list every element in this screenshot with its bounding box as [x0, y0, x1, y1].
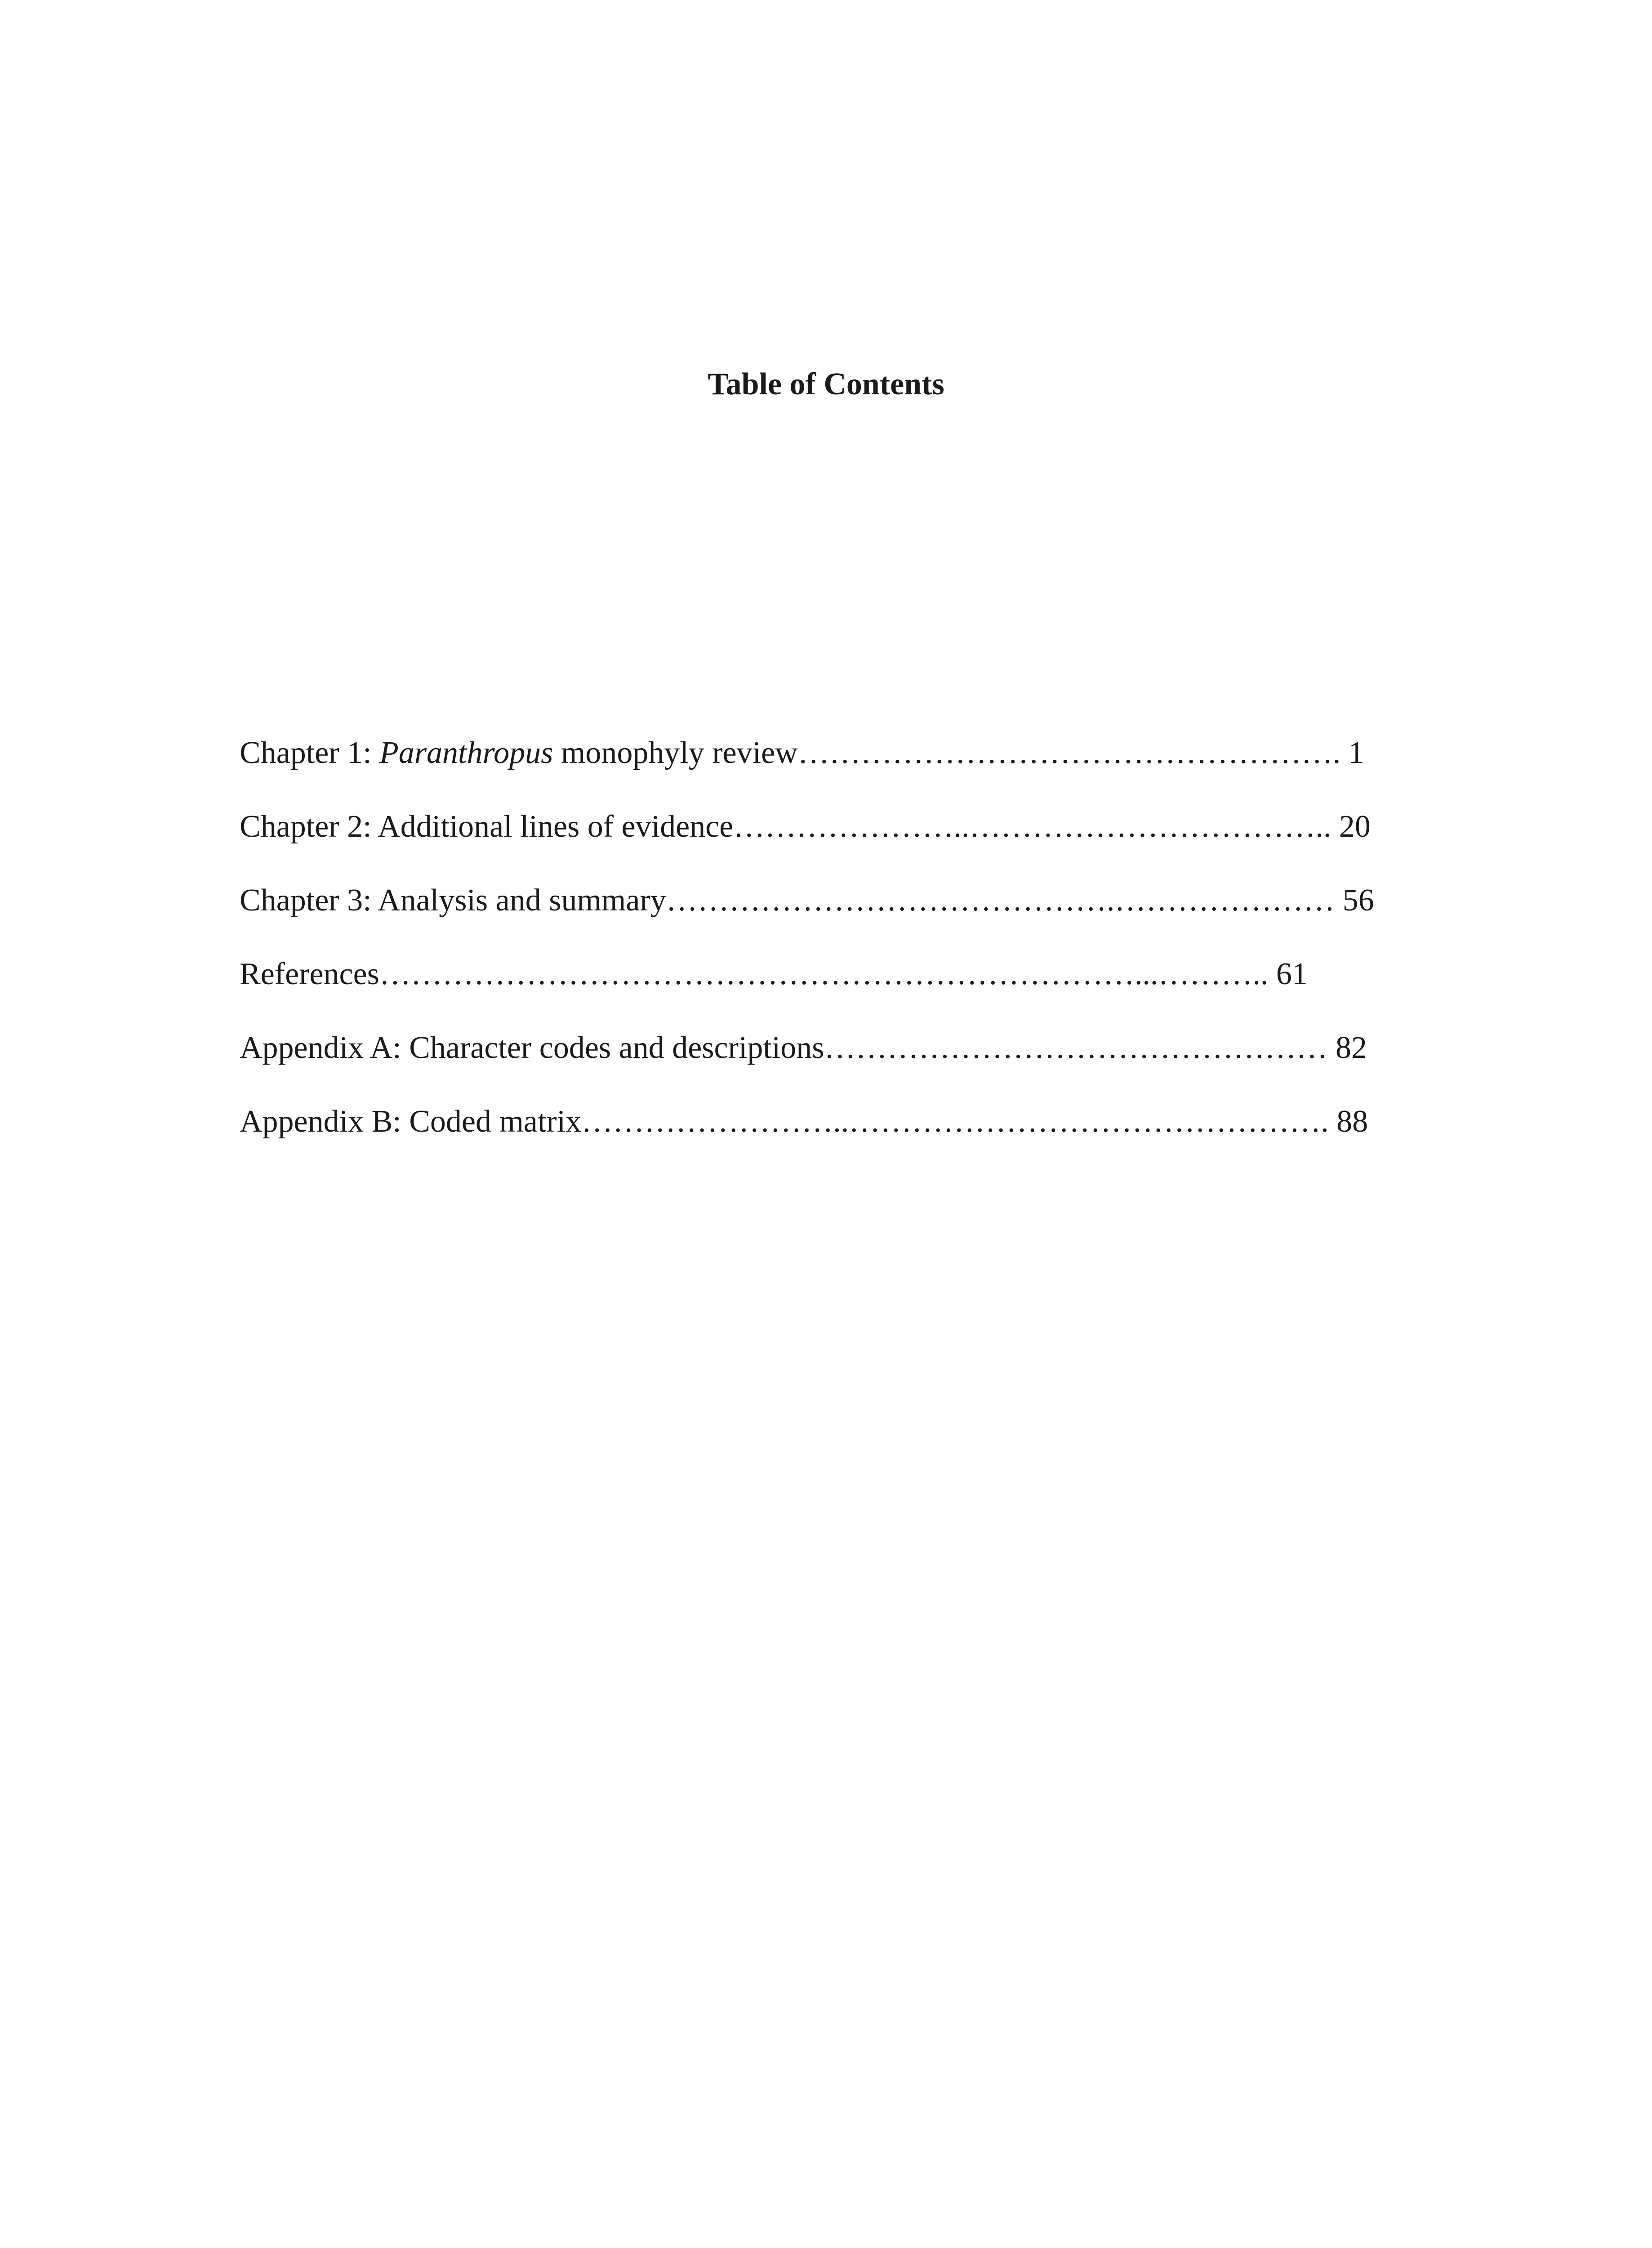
toc-entry-chapter-1 — [240, 733, 1390, 773]
toc-entry-label: Chapter 3: Analysis and summary — [240, 883, 666, 918]
toc-list — [240, 733, 1390, 1175]
toc-entry-appendix-a — [240, 1028, 1390, 1068]
toc-page-number: 61 — [1276, 957, 1308, 991]
toc-dot-leader: ………………………………………… — [824, 1030, 1336, 1065]
page-title: Table of Contents — [708, 367, 944, 401]
toc-page-number: 1 — [1348, 736, 1364, 770]
toc-entry-chapter-2 — [240, 807, 1390, 847]
toc-entry-label: Chapter 2: Additional lines of evidence — [240, 809, 734, 844]
toc-entry-italic-term: Paranthropus — [379, 736, 553, 770]
toc-page-number: 20 — [1339, 809, 1371, 844]
toc-entry-label: Appendix B: Coded matrix — [240, 1104, 582, 1139]
toc-entry-label-suffix: monophyly review — [553, 736, 798, 770]
toc-page-number: 88 — [1336, 1104, 1368, 1139]
toc-dot-leader: …………………………………….………………… — [666, 883, 1343, 918]
toc-dot-leader: ………………………………………………………………...……….. — [379, 957, 1276, 991]
toc-entry-label: References — [240, 957, 379, 991]
toc-entry-appendix-b — [240, 1102, 1390, 1142]
toc-entry-label: Appendix A: Character codes and descriptions — [240, 1030, 824, 1065]
toc-entry-references — [240, 954, 1390, 995]
toc-dot-leader: ……………………………………………. — [797, 736, 1349, 770]
toc-dot-leader: ……………………..………………………………………. — [581, 1104, 1337, 1139]
toc-entry-label: Chapter 1: — [240, 736, 380, 770]
toc-page-number: 82 — [1335, 1030, 1367, 1065]
toc-dot-leader: …………………..…………………………….. — [733, 809, 1339, 844]
toc-entry-chapter-3 — [240, 880, 1390, 921]
toc-page-number: 56 — [1342, 883, 1374, 918]
